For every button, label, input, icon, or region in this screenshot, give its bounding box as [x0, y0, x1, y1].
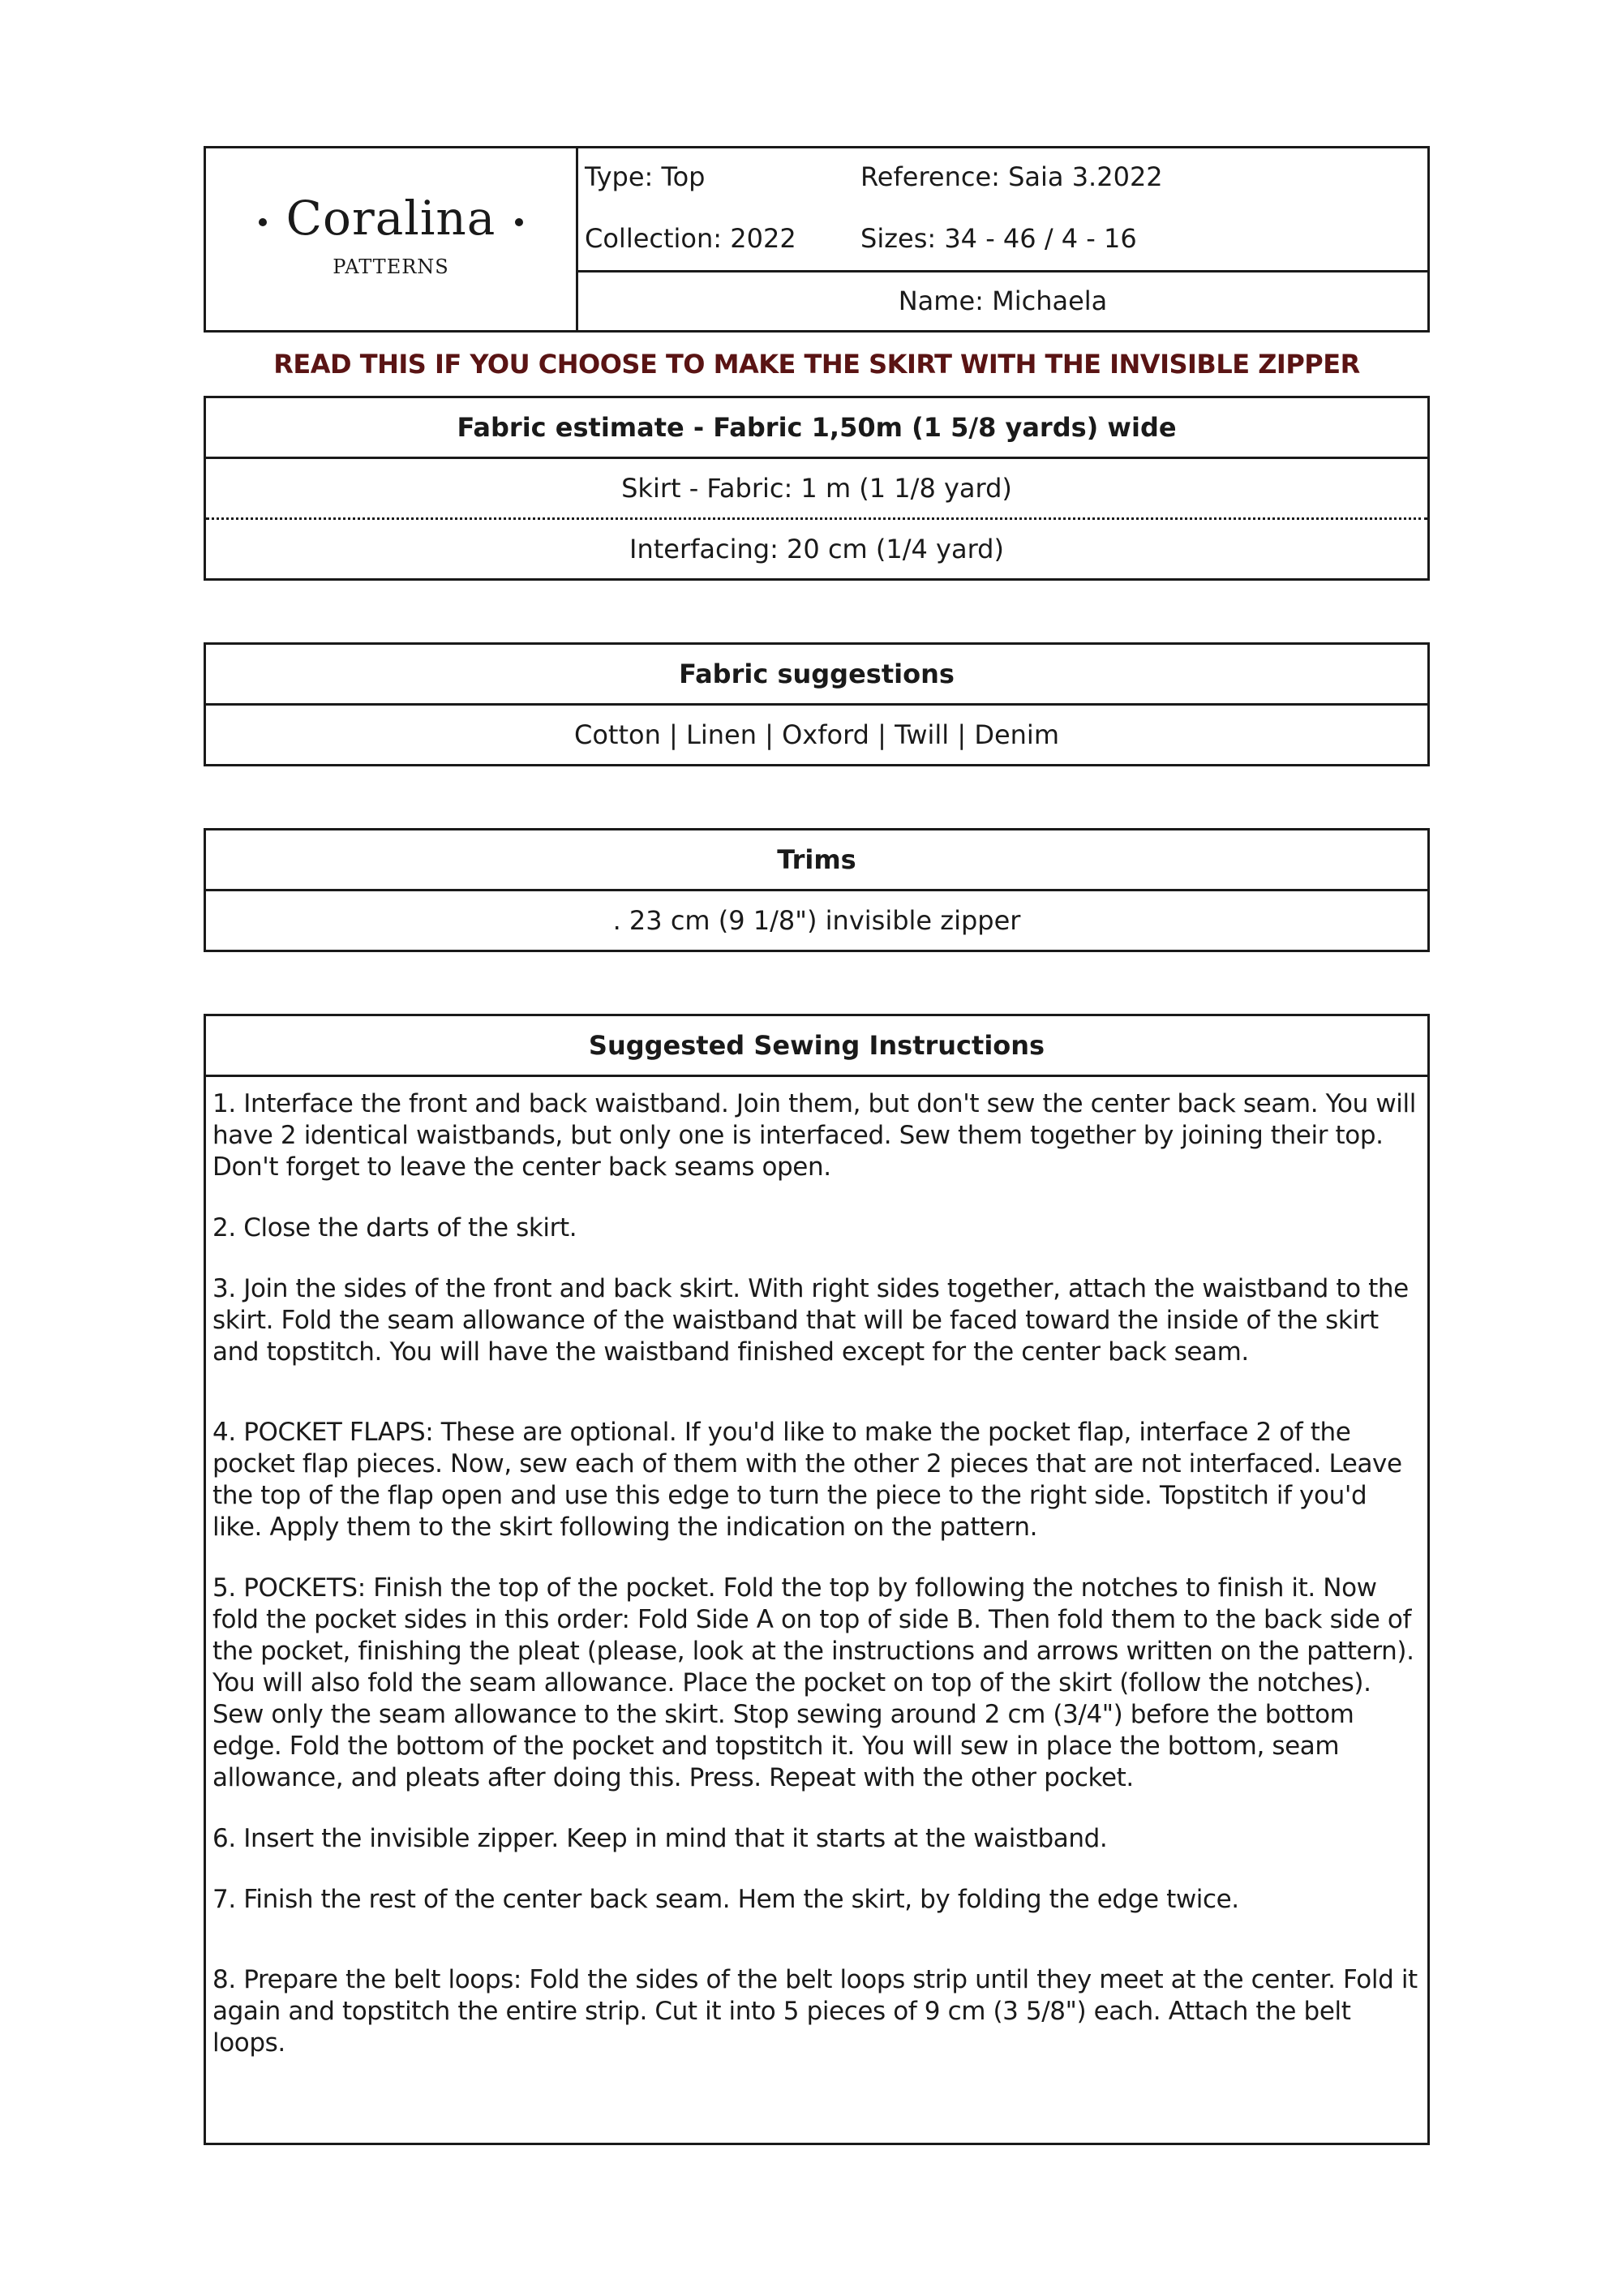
header-block: [204, 146, 1430, 333]
pattern-meta: [578, 148, 1427, 273]
instruction-step-5: 5. POCKETS: Finish the top of the pocket. Fold the top by following the notches to finish it. Now fold the pocket sides in this order: Fold Side A on top of side B. Then fold them to the back side of the pocket, finishing the pleat (please, look at the instructions and arrows written on the pattern). You will also fold the seam allowance. Place the pocket on top of the skirt (follow the notches). Sew only the seam allowance to the skirt. Stop sewing around 2 cm (3/4") before the bottom edge. Fold the bottom of the pocket and topstitch it. You will sew in place the bottom, seam allowance, and pleats after doing this. Press. Repeat with the other pocket.: [212, 1573, 1414, 1792]
instruction-step-1: 1. Interface the front and back waistband. Join them, but don't sew the center back seam. You will have 2 identical waistbands, but only one is interfaced. Sew them together by joining their top. Don't forget to leave the center back seams open.: [212, 1089, 1416, 1182]
pattern-name: Name: Michaela: [898, 285, 1108, 316]
instruction-step-3: 3. Join the sides of the front and back skirt. With right sides together, attach the waistband to the skirt. Fold the seam allowance of the waistband that will be faced toward the inside of the skirt and topstitch. You will have the waistband finished except for the center back seam.: [212, 1274, 1409, 1367]
zipper-warning: READ THIS IF YOU CHOOSE TO MAKE THE SKIRT WITH THE INVISIBLE ZIPPER: [273, 349, 1360, 380]
brand-name: Coralina: [285, 191, 496, 246]
bullet-dot-left: [259, 218, 267, 226]
instruction-step-8: 8. Prepare the belt loops: Fold the sides of the belt loops strip until they meet at the center. Fold it again and topstitch the entire strip. Cut it into 5 pieces of 9 cm (3 5/8") each. Attach the belt loops.: [212, 1965, 1418, 2058]
trims-value: . 23 cm (9 1/8") invisible zipper: [612, 905, 1021, 936]
fabric-estimate-row-interfacing: Interfacing: 20 cm (1/4 yard): [629, 534, 1004, 564]
fabric-suggestions-value: Cotton | Linen | Oxford | Twill | Denim: [574, 719, 1059, 750]
instruction-step-2: 2. Close the darts of the skirt.: [212, 1213, 577, 1242]
trims-title: Trims: [206, 830, 1427, 891]
instruction-step-4: 4. POCKET FLAPS: These are optional. If you'd like to make the pocket flap, interface 2 of the pocket flap pieces. Now, sew each of them with the other 2 pieces that are not interfaced. Leave the top of the flap open and use this edge to turn the piece to the right side. Topstitch if you'd like. Apply them to the skirt following the indication on the pattern.: [212, 1418, 1402, 1542]
sewing-instructions-table: [204, 1014, 1430, 2145]
brand-subtitle: PATTERNS: [333, 255, 449, 278]
fabric-estimate-title: Fabric estimate - Fabric 1,50m (1 5/8 yards) wide: [206, 398, 1427, 459]
instruction-step-6: 6. Insert the invisible zipper. Keep in mind that it starts at the waistband.: [212, 1824, 1108, 1853]
instruction-step-7: 7. Finish the rest of the center back seam. Hem the skirt, by folding the edge twice.: [212, 1885, 1239, 1914]
pattern-type: Type: Top: [585, 161, 706, 192]
sewing-instructions-body: [206, 1077, 1427, 2059]
fabric-suggestions-table: [204, 642, 1430, 766]
bullet-dot-right: [515, 218, 523, 226]
pattern-sizes: Sizes: 34 - 46 / 4 - 16: [860, 223, 1137, 254]
trims-table: [204, 828, 1430, 952]
fabric-estimate-table: [204, 396, 1430, 581]
brand-logo: [206, 148, 578, 330]
pattern-sheet: [204, 146, 1430, 2145]
pattern-reference: Reference: Saia 3.2022: [860, 161, 1163, 192]
fabric-estimate-row-skirt: Skirt - Fabric: 1 m (1 1/8 yard): [206, 459, 1427, 520]
sewing-instructions-title: Suggested Sewing Instructions: [206, 1016, 1427, 1077]
pattern-collection: Collection: 2022: [585, 223, 796, 254]
fabric-suggestions-title: Fabric suggestions: [206, 645, 1427, 706]
